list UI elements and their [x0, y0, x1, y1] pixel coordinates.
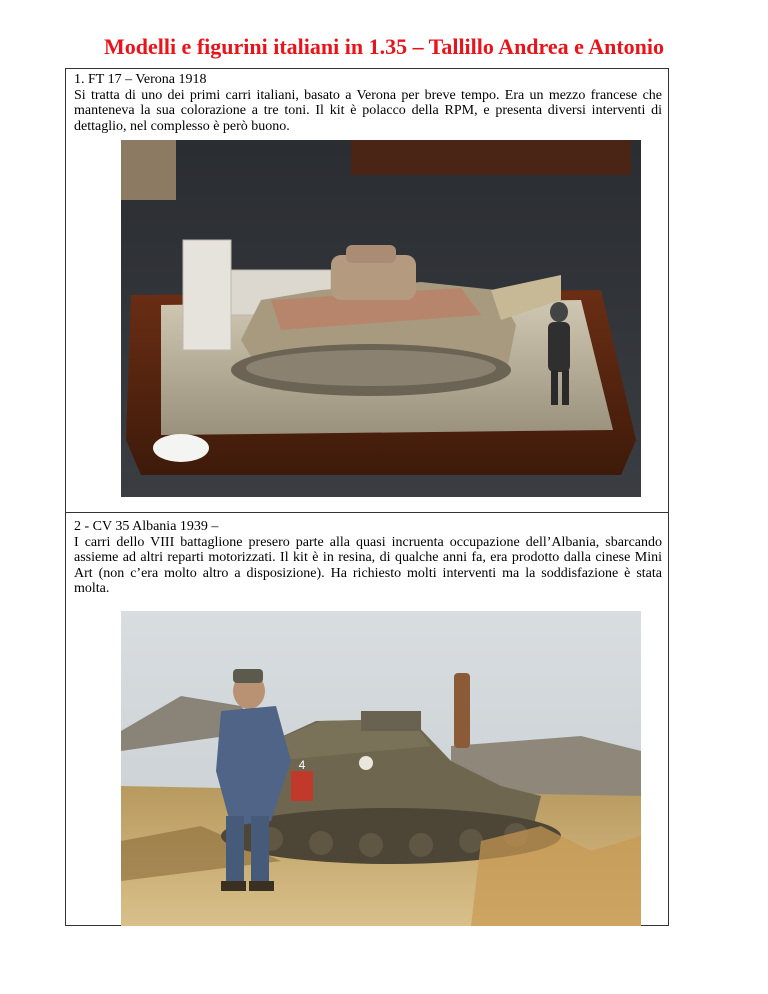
page-title: Modelli e figurini italiani in 1.35 – Tallillo Andrea e Antonio	[103, 34, 665, 59]
tank-number: 4	[298, 758, 306, 772]
entry-1-photo	[121, 140, 641, 497]
entry-2-body: I carri dello VIII battaglione presero parte alla quasi incruenta occupazione dell’Albania, sbarcando assieme ad altri reparti motorizzati. Il kit è in resina, di qualche anni fa, era prodotto dalla cinese Mini Art (non c’era molto altro a disposizione). Ha richiesto molti interventi ma la soddisfazione è stata molta.	[74, 534, 662, 596]
content-table	[65, 68, 669, 926]
entry-1-body: Si tratta di uno dei primi carri italiani, basato a Verona per breve tempo. Era un mezzo francese che manteneva la sua colorazione a tre toni. Il kit è polacco della RPM, e presenta diversi interventi di dettaglio, nel complesso è però buono.	[74, 87, 662, 134]
entry-1-text	[74, 72, 662, 134]
entry-1-heading: 1. FT 17 – Verona 1918	[74, 72, 207, 87]
entry-2-heading: 2 - CV 35 Albania 1939 –	[74, 519, 219, 534]
row-divider	[66, 512, 668, 513]
entry-2-text	[74, 519, 662, 597]
entry-2-photo	[121, 611, 641, 926]
